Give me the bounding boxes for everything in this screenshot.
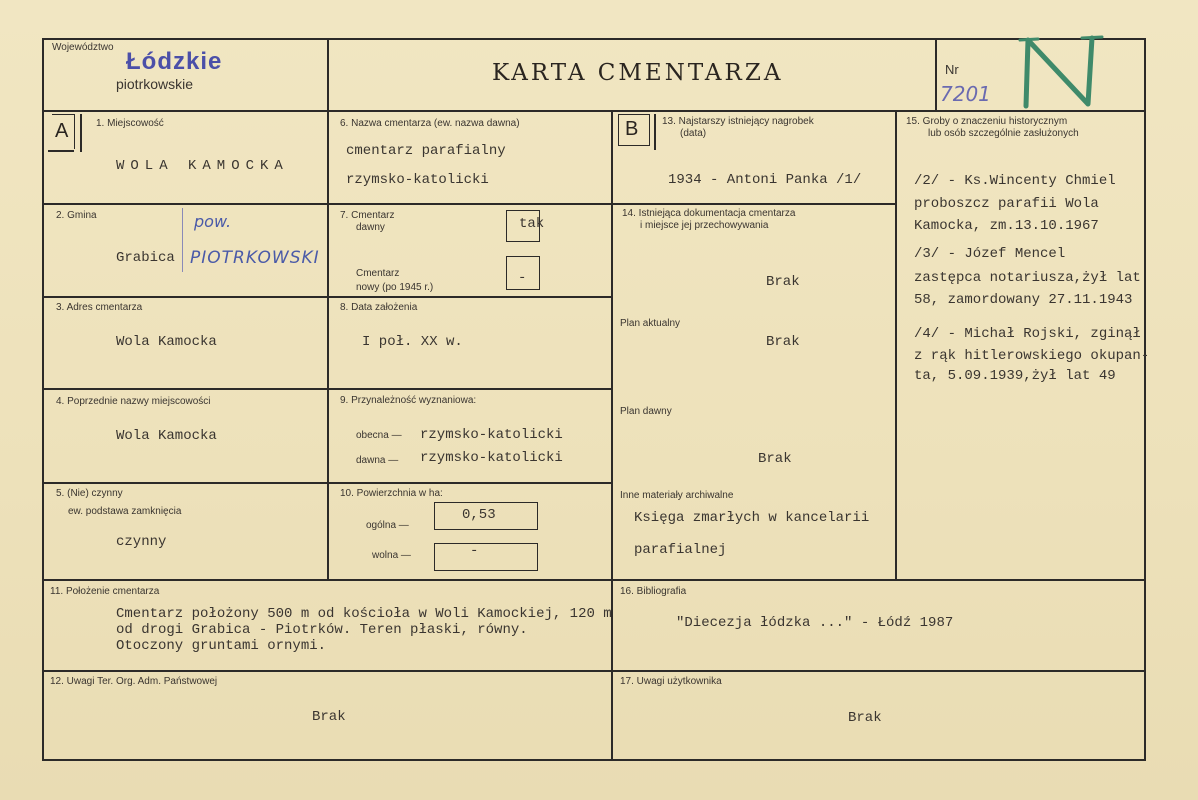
f15-line: proboszcz parafii Wola: [914, 196, 1099, 212]
f6-label: 6. Nazwa cmentarza (ew. nazwa dawna): [340, 118, 520, 129]
f2-hand-main: PIOTRKOWSKI: [190, 248, 320, 268]
f10-wolna-box: [434, 543, 538, 571]
f2-hand-top: pow.: [194, 212, 232, 231]
frame-right: [1144, 38, 1146, 760]
f8-value: I poł. XX w.: [362, 334, 463, 350]
f10-wolna-value: -: [470, 543, 479, 559]
f13-label: 13. Najstarszy istniejący nagrobek: [662, 116, 814, 127]
f17-value: Brak: [848, 710, 882, 726]
f15-line: /4/ - Michał Rojski, zginął: [914, 326, 1141, 342]
col-divider-2: [611, 110, 613, 760]
wojewodztwo-sub: piotrkowskie: [116, 76, 194, 92]
f12-value: Brak: [312, 709, 346, 725]
row-divider-b3: [327, 388, 612, 390]
row-divider-b1: [327, 203, 612, 205]
plan-dawny-label: Plan dawny: [620, 406, 672, 417]
f2-value: Grabica: [116, 250, 175, 266]
f4-value: Wola Kamocka: [116, 428, 217, 444]
f15-line: ta, 5.09.1939,żył lat 49: [914, 368, 1116, 384]
f7-label: 7. Cmentarz: [340, 210, 395, 221]
f14-value: Brak: [766, 274, 800, 290]
inne-materialy-value-2: parafialnej: [634, 542, 727, 558]
f16-value: "Diecezja łódzka ..." - Łódź 1987: [676, 615, 954, 631]
section-a-letter: A: [55, 120, 69, 142]
f4-label: 4. Poprzednie nazwy miejscowości: [56, 396, 211, 407]
f15-label: 15. Groby o znaczeniu historycznym: [906, 116, 1068, 127]
f9-label: 9. Przynależność wyznaniowa:: [340, 395, 477, 406]
wojewodztwo-label: Województwo: [52, 42, 114, 53]
row-divider-a1: [42, 203, 328, 205]
f10-wolna-label: wolna —: [372, 550, 411, 561]
f16-label: 16. Bibliografia: [620, 586, 687, 597]
f7-sub: dawny: [356, 222, 385, 233]
page-title: KARTA CMENTARZA: [492, 60, 784, 86]
f11-label: 11. Położenie cmentarza: [50, 586, 160, 597]
f2-label: 2. Gmina: [56, 210, 97, 221]
f11-line: od drogi Grabica - Piotrków. Teren płaski, równy.: [116, 622, 528, 638]
frame-top: [42, 38, 1146, 40]
inne-materialy-value-1: Księga zmarłych w kancelarii: [634, 510, 870, 526]
f15-line: Kamocka, zm.13.10.1967: [914, 218, 1099, 234]
row-divider-a2: [42, 296, 328, 298]
f10-ogolna-label: ogólna —: [366, 520, 409, 531]
plan-dawny-value: Brak: [758, 451, 792, 467]
f3-value: Wola Kamocka: [116, 334, 217, 350]
f7-box-value: tak: [519, 216, 545, 232]
row-divider-b2: [327, 296, 612, 298]
f9-obecna-label: obecna —: [356, 430, 402, 441]
f7b-label: Cmentarz: [356, 268, 400, 279]
big-mark-text: [1018, 34, 1019, 35]
f1-value: WOLA KAMOCKA: [116, 158, 289, 174]
f13-sub: (data): [680, 128, 707, 139]
f5-sub: ew. podstawa zamknięcia: [68, 506, 182, 517]
header-divider: [42, 110, 1146, 112]
header-col1: [327, 38, 329, 110]
f11-line: Otoczony gruntami ornymi.: [116, 638, 327, 654]
f15-line: 58, zamordowany 27.11.1943: [914, 292, 1133, 308]
row-divider-a3: [42, 388, 328, 390]
row-divider-c1: [611, 203, 896, 205]
f1-label: 1. Miejscowość: [96, 118, 164, 129]
f9-obecna-value: rzymsko-katolicki: [420, 427, 563, 443]
f8-label: 8. Data założenia: [340, 302, 418, 313]
col-divider-3: [895, 110, 897, 580]
f14-label: 14. Istniejąca dokumentacja cmentarza: [622, 208, 796, 219]
big-mark-glyph: [1018, 34, 1104, 110]
row-divider-a4: [42, 482, 328, 484]
inne-materialy-label: Inne materiały archiwalne: [620, 490, 734, 501]
plan-aktualny-value: Brak: [766, 334, 800, 350]
nr-value: 7201: [940, 82, 991, 106]
f5-value: czynny: [116, 534, 167, 550]
frame-left: [42, 38, 44, 760]
f17-label: 17. Uwagi użytkownika: [620, 676, 722, 687]
f6-value-1: cmentarz parafialny: [346, 143, 506, 159]
header-col2: [935, 38, 937, 110]
row-divider-bottom2: [42, 670, 1146, 672]
f15-line: zastępca notariusza,żył lat: [914, 270, 1141, 286]
f7b-sub: nowy (po 1945 r.): [356, 282, 434, 293]
f9-dawna-label: dawna —: [356, 455, 399, 466]
frame-bottom: [42, 759, 1146, 761]
f12-label: 12. Uwagi Ter. Org. Adm. Państwowej: [50, 676, 218, 687]
f2-bracket: [182, 208, 183, 272]
f5-label: 5. (Nie) czynny: [56, 488, 123, 499]
f10-label: 10. Powierzchnia w ha:: [340, 488, 443, 499]
f7b-box-value: -: [518, 270, 527, 286]
f15-line: /2/ - Ks.Wincenty Chmiel: [914, 173, 1116, 189]
section-b-mark: [654, 114, 656, 150]
big-mark: [1018, 34, 1104, 110]
f14-sub: i miejsce jej przechowywania: [640, 220, 769, 231]
f11-line: Cmentarz położony 500 m od kościoła w Woli Kamockiej, 120 m: [116, 606, 612, 622]
section-b-letter: B: [625, 118, 639, 140]
f13-value: 1934 - Antoni Panka /1/: [668, 172, 862, 188]
col-divider-1: [327, 110, 329, 580]
f10-ogolna-value: 0,53: [462, 507, 496, 523]
wojewodztwo-stamp: Łódzkie: [126, 48, 223, 75]
f6-value-2: rzymsko-katolicki: [346, 172, 489, 188]
f15-line: /3/ - Józef Mencel: [914, 246, 1066, 262]
section-a-underline: [48, 150, 74, 152]
row-divider-b4: [327, 482, 612, 484]
section-a-mark: [80, 114, 82, 152]
nr-label: Nr: [945, 62, 959, 77]
f3-label: 3. Adres cmentarza: [56, 302, 143, 313]
f15-sub: lub osób szczególnie zasłużonych: [928, 128, 1079, 139]
plan-aktualny-label: Plan aktualny: [620, 318, 681, 329]
row-divider-bottom1: [42, 579, 1146, 581]
f9-dawna-value: rzymsko-katolicki: [420, 450, 563, 466]
f15-line: z rąk hitlerowskiego okupan-: [914, 348, 1150, 364]
